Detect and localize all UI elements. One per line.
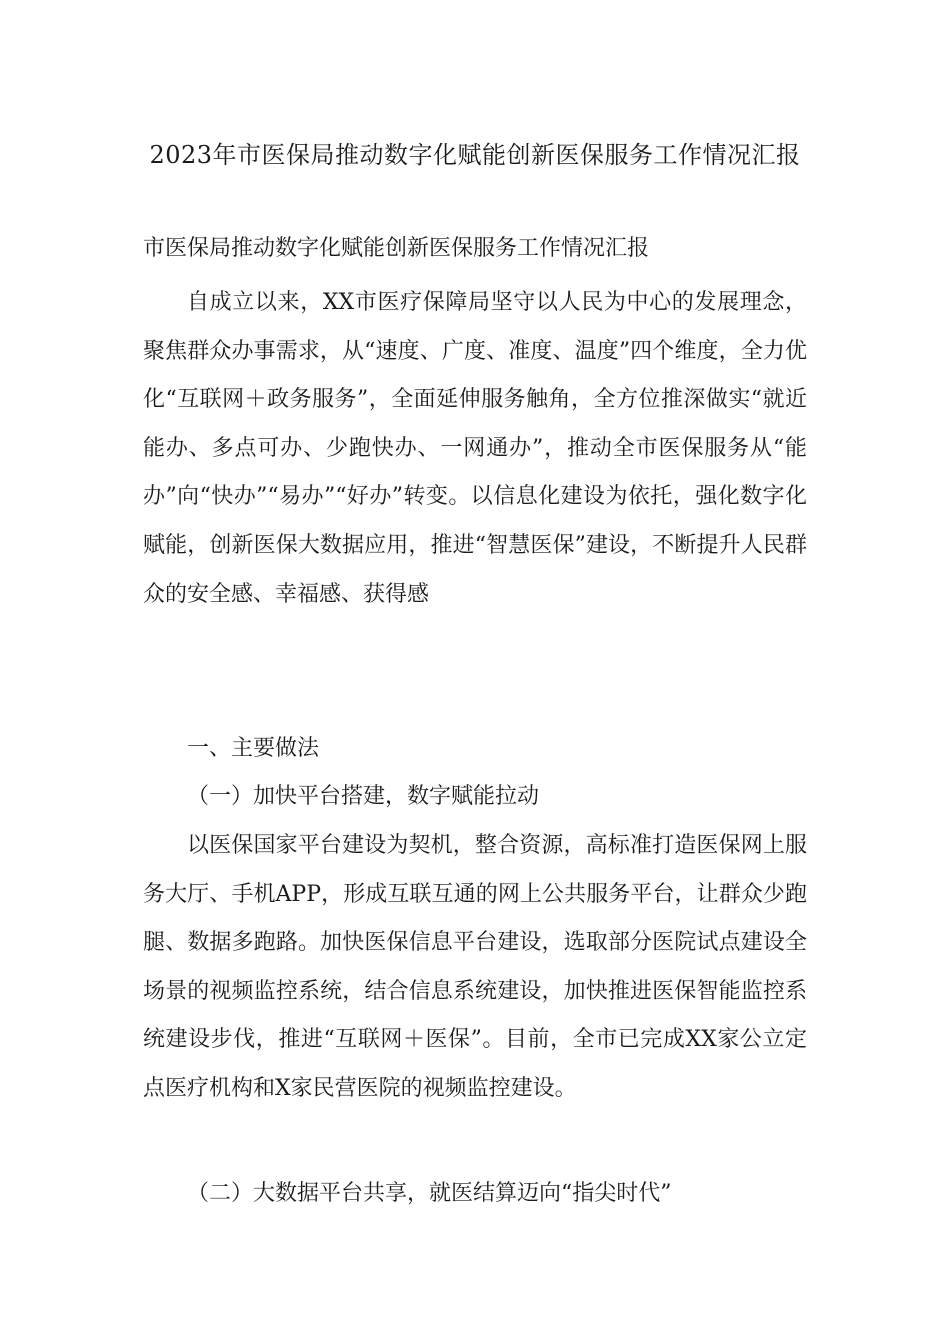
intro-paragraph: 自成立以来，XX市医疗保障局坚守以人民为中心的发展理念，聚焦群众办事需求，从“速度、广度、准度、温度”四个维度，全力优化“互联网＋政务服务”，全面延伸服务触角，全方位推深做实“就近能办、多点可办、少跑快办、一网通办”，推动全市医保服务从“能办”向“快办”“易办”“好办”转变。以信息化建设为依托，强化数字化赋能，创新医保大数据应用，推进“智慧医保”建设，不断提升人民群众的安全感、幸福感、获得感 (143, 290, 807, 607)
subsection-2-heading: （二）大数据平台共享，就医结算迈向“指尖时代” (187, 1181, 672, 1206)
section-heading: 一、主要做法 (187, 736, 320, 761)
document-subtitle: 市医保局推动数字化赋能创新医保服务工作情况汇报 (143, 236, 650, 261)
subsection-1-paragraph: 以医保国家平台建设为契机，整合资源，高标准打造医保网上服务大厅、手机APP，形成互联互通的网上公共服务平台，让群众少跑腿、数据多跑路。加快医保信息平台建设，选取部分医院试点建设全场景的视频监控系统，结合信息系统建设，加快推进医保智能监控系统建设步伐，推进“互联网＋医保”。目前，全市已完成XX家公立定点医疗机构和X家民营医院的视频监控建设。 (143, 833, 807, 1101)
subsection-1-heading: （一）加快平台搭建，数字赋能拉动 (187, 784, 540, 809)
document-title: 2023年市医保局推动数字化赋能创新医保服务工作情况汇报 (149, 141, 801, 169)
